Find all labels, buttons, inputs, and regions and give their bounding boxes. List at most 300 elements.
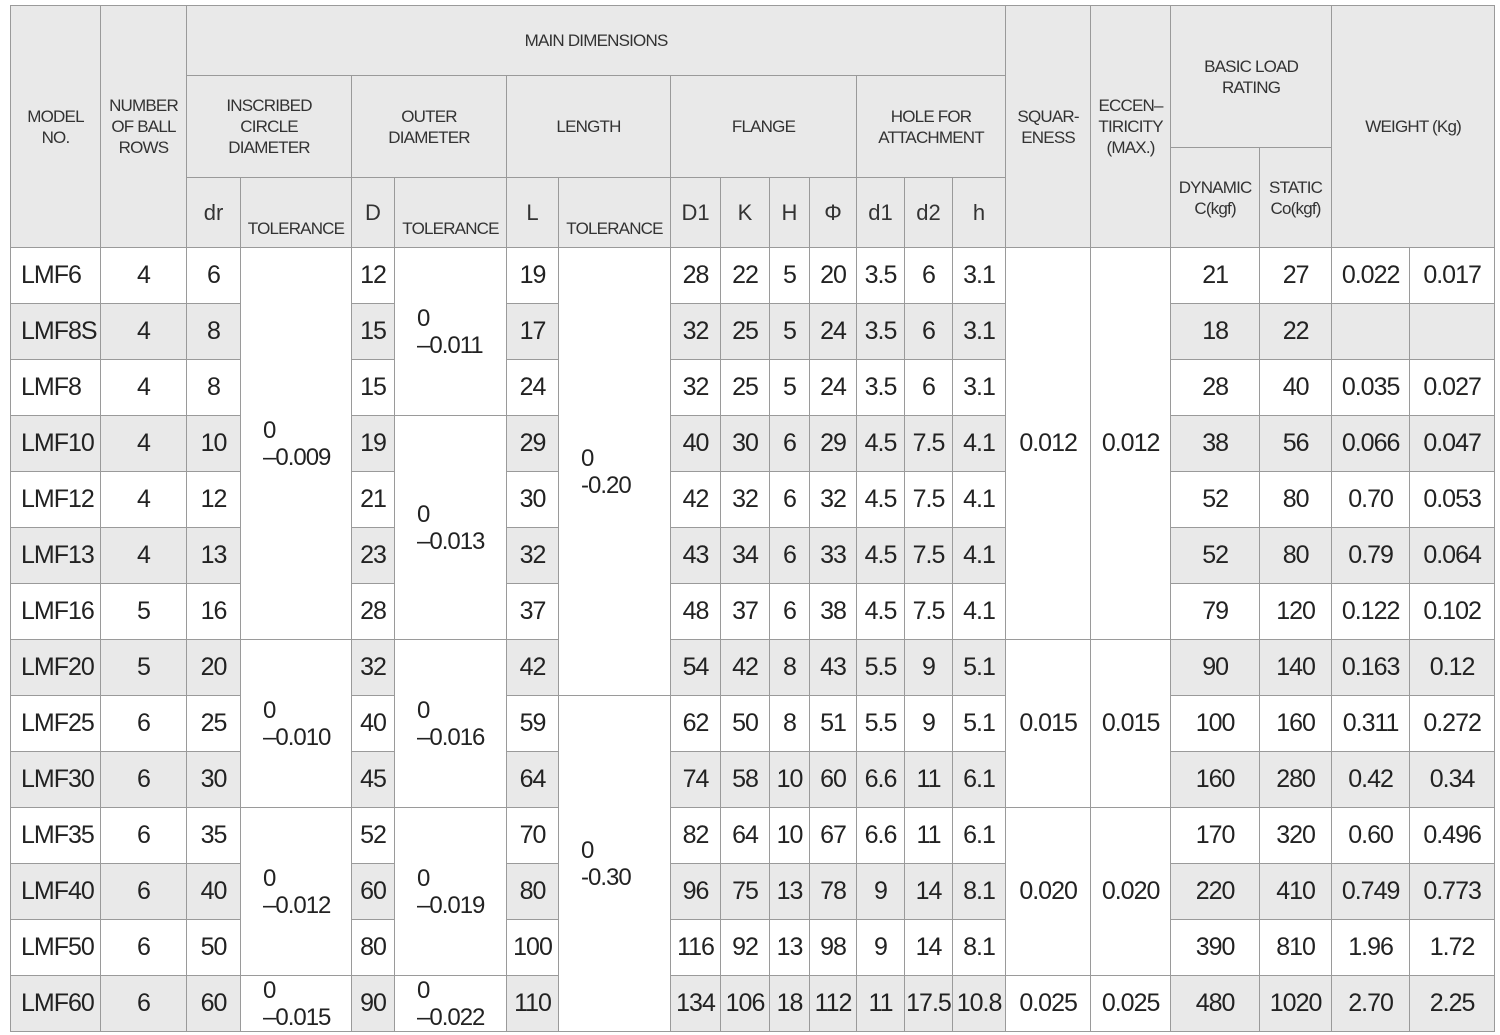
flange-h-cell: 8 [770,696,810,752]
flange-k-cell: 58 [721,752,770,808]
flange-d1-cell: 32 [671,360,721,416]
table-row [11,528,1495,584]
outer-diameter-cell: 60 [352,864,395,920]
flange-phi-cell: 24 [810,304,857,360]
flange-phi-cell: 33 [810,528,857,584]
static-load-cell: 160 [1260,696,1332,752]
dr-tolerance-cell [241,248,352,640]
header-sym-D1: D1 [671,178,721,248]
hole-h-cell: 6.1 [953,808,1006,864]
flange-k-cell: 25 [721,360,770,416]
outer-diameter-cell: 23 [352,528,395,584]
hole-d2-cell: 9 [905,696,953,752]
length-tolerance-cell [559,696,671,1032]
header-hole-for-attachment: HOLE FOR ATTACHMENT [857,76,1006,178]
hole-d2-cell: 14 [905,920,953,976]
header-sym-phi: Φ [810,178,857,248]
hole-d1-cell: 6.6 [857,808,905,864]
dr-tolerance-cell [241,640,352,808]
flange-h-cell: 6 [770,528,810,584]
table-row [11,472,1495,528]
table-row [11,248,1495,304]
header-sym-K: K [721,178,770,248]
header-inscribed-circle-diameter: INSCRIBED CIRCLE DIAMETER [187,76,352,178]
dr-cell: 35 [187,808,241,864]
flange-k-cell: 42 [721,640,770,696]
static-load-cell: 56 [1260,416,1332,472]
header-static: STATIC Co(kgf) [1260,148,1332,248]
dr-cell: 40 [187,864,241,920]
model-cell: LMF8S [11,304,101,360]
hole-d1-cell: 3.5 [857,304,905,360]
length-tolerance-cell-lower: -0.30 [581,863,631,891]
hole-d1-cell: 11 [857,976,905,1032]
ball-rows-cell: 4 [101,360,187,416]
outer-diameter-cell: 90 [352,976,395,1032]
table-row [11,864,1495,920]
ball-rows-cell: 6 [101,696,187,752]
outer-diameter-cell: 45 [352,752,395,808]
static-load-cell: 22 [1260,304,1332,360]
static-load-cell: 1020 [1260,976,1332,1032]
spec-table-body [11,248,1495,1032]
table-row [11,304,1495,360]
header-basic-load-rating: BASIC LOAD RATING [1171,6,1332,148]
header-tolerance-dr: TOLERANCE [241,178,352,248]
dr-cell: 10 [187,416,241,472]
flange-k-cell: 30 [721,416,770,472]
dynamic-load-cell: 100 [1171,696,1260,752]
ball-rows-cell: 6 [101,920,187,976]
flange-d1-cell: 28 [671,248,721,304]
hole-d2-cell: 11 [905,808,953,864]
weight-cell-2: 0.027 [1410,360,1495,416]
header-sym-h: h [953,178,1006,248]
table-row [11,920,1495,976]
flange-d1-cell: 74 [671,752,721,808]
dr-tolerance-cell-lower: –0.015 [263,1003,331,1031]
header-outer-diameter: OUTER DIAMETER [352,76,507,178]
length-tolerance-cell-upper: 0 [581,444,594,472]
length-cell: 30 [507,472,559,528]
table-row [11,808,1495,864]
flange-d1-cell: 43 [671,528,721,584]
outer-diameter-cell: 32 [352,640,395,696]
header-sym-D: D [352,178,395,248]
outer-tolerance-cell-lower: –0.019 [417,891,485,919]
flange-k-cell: 106 [721,976,770,1032]
outer-tolerance-cell [395,808,507,976]
weight-cell-1: 0.122 [1332,584,1410,640]
flange-k-cell: 92 [721,920,770,976]
header-sym-L: L [507,178,559,248]
outer-tolerance-cell-lower: –0.013 [417,527,485,555]
outer-diameter-cell: 28 [352,584,395,640]
table-row [11,752,1495,808]
static-load-cell: 120 [1260,584,1332,640]
weight-cell-1: 0.022 [1332,248,1410,304]
hole-d1-cell: 4.5 [857,584,905,640]
header-main-dimensions: MAIN DIMENSIONS [187,6,1006,76]
dynamic-load-cell: 28 [1171,360,1260,416]
hole-h-cell: 10.8 [953,976,1006,1032]
outer-diameter-cell: 15 [352,304,395,360]
hole-d2-cell: 14 [905,864,953,920]
flange-k-cell: 37 [721,584,770,640]
length-cell: 24 [507,360,559,416]
ball-rows-cell: 6 [101,976,187,1032]
model-cell: LMF10 [11,416,101,472]
hole-d2-cell: 7.5 [905,584,953,640]
weight-cell-2: 0.053 [1410,472,1495,528]
dr-cell: 8 [187,304,241,360]
static-load-cell: 80 [1260,528,1332,584]
dr-cell: 20 [187,640,241,696]
outer-tolerance-cell-upper: 0 [417,696,430,724]
flange-h-cell: 18 [770,976,810,1032]
flange-d1-cell: 42 [671,472,721,528]
dr-tolerance-cell [241,976,352,1032]
weight-cell-1: 0.42 [1332,752,1410,808]
ball-rows-cell: 4 [101,248,187,304]
squareness-cell: 0.020 [1006,808,1091,976]
length-cell: 42 [507,640,559,696]
table-row [11,640,1495,696]
hole-d1-cell: 4.5 [857,528,905,584]
static-load-cell: 280 [1260,752,1332,808]
table-row [11,416,1495,472]
outer-tolerance-cell [395,976,507,1032]
length-cell: 37 [507,584,559,640]
squareness-cell: 0.015 [1006,640,1091,808]
static-load-cell: 27 [1260,248,1332,304]
header-ball-rows: NUMBER OF BALL ROWS [101,6,187,248]
outer-diameter-cell: 15 [352,360,395,416]
outer-tolerance-cell [395,248,507,416]
flange-phi-cell: 112 [810,976,857,1032]
header-sym-d2: d2 [905,178,953,248]
static-load-cell: 410 [1260,864,1332,920]
hole-d1-cell: 3.5 [857,248,905,304]
table-row [11,696,1495,752]
hole-h-cell: 3.1 [953,248,1006,304]
hole-h-cell: 4.1 [953,528,1006,584]
flange-h-cell: 13 [770,920,810,976]
header-flange: FLANGE [671,76,857,178]
dr-cell: 8 [187,360,241,416]
outer-tolerance-cell [395,416,507,640]
flange-k-cell: 32 [721,472,770,528]
header-tolerance-L: TOLERANCE [559,178,671,248]
header-dynamic: DYNAMIC C(kgf) [1171,148,1260,248]
header-length: LENGTH [507,76,671,178]
outer-diameter-cell: 80 [352,920,395,976]
hole-d2-cell: 7.5 [905,528,953,584]
hole-h-cell: 4.1 [953,416,1006,472]
weight-cell-1: 0.311 [1332,696,1410,752]
ball-rows-cell: 4 [101,304,187,360]
flange-phi-cell: 67 [810,808,857,864]
flange-h-cell: 5 [770,304,810,360]
ball-rows-cell: 4 [101,472,187,528]
dr-cell: 60 [187,976,241,1032]
flange-k-cell: 22 [721,248,770,304]
table-row [11,584,1495,640]
hole-h-cell: 4.1 [953,472,1006,528]
outer-tolerance-cell-lower: –0.011 [417,331,483,359]
dynamic-load-cell: 38 [1171,416,1260,472]
flange-k-cell: 64 [721,808,770,864]
dynamic-load-cell: 21 [1171,248,1260,304]
dr-tolerance-cell-upper: 0 [263,864,276,892]
weight-cell-1: 0.035 [1332,360,1410,416]
ball-rows-cell: 6 [101,808,187,864]
dynamic-load-cell: 170 [1171,808,1260,864]
header-sym-H: H [770,178,810,248]
hole-h-cell: 3.1 [953,360,1006,416]
weight-cell-2 [1410,304,1495,360]
weight-cell-1: 0.749 [1332,864,1410,920]
hole-d2-cell: 6 [905,304,953,360]
flange-h-cell: 5 [770,360,810,416]
length-cell: 59 [507,696,559,752]
dr-tolerance-cell-upper: 0 [263,976,276,1004]
outer-diameter-cell: 19 [352,416,395,472]
outer-tolerance-cell [395,640,507,808]
hole-d1-cell: 6.6 [857,752,905,808]
flange-d1-cell: 82 [671,808,721,864]
dr-tolerance-cell-lower: –0.012 [263,891,331,919]
model-cell: LMF60 [11,976,101,1032]
hole-d2-cell: 7.5 [905,472,953,528]
dynamic-load-cell: 52 [1171,472,1260,528]
hole-d2-cell: 6 [905,360,953,416]
flange-k-cell: 25 [721,304,770,360]
dr-cell: 30 [187,752,241,808]
dynamic-load-cell: 480 [1171,976,1260,1032]
flange-h-cell: 10 [770,752,810,808]
outer-diameter-cell: 12 [352,248,395,304]
flange-d1-cell: 40 [671,416,721,472]
weight-cell-2: 0.34 [1410,752,1495,808]
weight-cell-2: 0.102 [1410,584,1495,640]
dynamic-load-cell: 220 [1171,864,1260,920]
weight-cell-2: 0.017 [1410,248,1495,304]
hole-h-cell: 4.1 [953,584,1006,640]
dynamic-load-cell: 90 [1171,640,1260,696]
static-load-cell: 320 [1260,808,1332,864]
table-row [11,360,1495,416]
dynamic-load-cell: 160 [1171,752,1260,808]
flange-phi-cell: 60 [810,752,857,808]
length-tolerance-cell-lower: -0.20 [581,471,631,499]
ball-rows-cell: 4 [101,528,187,584]
model-cell: LMF8 [11,360,101,416]
weight-cell-2: 2.25 [1410,976,1495,1032]
flange-d1-cell: 96 [671,864,721,920]
weight-cell-2: 0.047 [1410,416,1495,472]
dr-tolerance-cell [241,808,352,976]
hole-d1-cell: 4.5 [857,416,905,472]
hole-d1-cell: 9 [857,920,905,976]
header-sym-dr: dr [187,178,241,248]
outer-tolerance-cell-upper: 0 [417,864,430,892]
dr-cell: 50 [187,920,241,976]
flange-d1-cell: 134 [671,976,721,1032]
linear-bushing-spec-table [10,5,1495,1032]
length-cell: 19 [507,248,559,304]
hole-d1-cell: 3.5 [857,360,905,416]
length-cell: 80 [507,864,559,920]
ball-rows-cell: 6 [101,752,187,808]
model-cell: LMF25 [11,696,101,752]
hole-h-cell: 3.1 [953,304,1006,360]
model-cell: LMF20 [11,640,101,696]
weight-cell-1: 0.60 [1332,808,1410,864]
flange-h-cell: 13 [770,864,810,920]
ball-rows-cell: 5 [101,640,187,696]
hole-d2-cell: 9 [905,640,953,696]
outer-diameter-cell: 21 [352,472,395,528]
hole-h-cell: 8.1 [953,920,1006,976]
dr-cell: 25 [187,696,241,752]
header-weight: WEIGHT (Kg) [1332,6,1495,248]
hole-h-cell: 8.1 [953,864,1006,920]
hole-d1-cell: 4.5 [857,472,905,528]
length-tolerance-cell [559,248,671,696]
model-cell: LMF16 [11,584,101,640]
flange-h-cell: 8 [770,640,810,696]
model-cell: LMF40 [11,864,101,920]
length-cell: 32 [507,528,559,584]
flange-h-cell: 10 [770,808,810,864]
dr-cell: 16 [187,584,241,640]
outer-tolerance-cell-upper: 0 [417,500,430,528]
weight-cell-2: 0.064 [1410,528,1495,584]
flange-k-cell: 34 [721,528,770,584]
model-cell: LMF35 [11,808,101,864]
hole-d1-cell: 9 [857,864,905,920]
flange-phi-cell: 43 [810,640,857,696]
weight-cell-1: 1.96 [1332,920,1410,976]
model-cell: LMF12 [11,472,101,528]
static-load-cell: 40 [1260,360,1332,416]
flange-phi-cell: 98 [810,920,857,976]
weight-cell-1 [1332,304,1410,360]
hole-d1-cell: 5.5 [857,696,905,752]
hole-h-cell: 6.1 [953,752,1006,808]
flange-h-cell: 6 [770,472,810,528]
weight-cell-1: 2.70 [1332,976,1410,1032]
flange-phi-cell: 78 [810,864,857,920]
flange-d1-cell: 54 [671,640,721,696]
dr-cell: 13 [187,528,241,584]
hole-d2-cell: 17.5 [905,976,953,1032]
weight-cell-1: 0.79 [1332,528,1410,584]
weight-cell-2: 1.72 [1410,920,1495,976]
ball-rows-cell: 6 [101,864,187,920]
hole-d2-cell: 11 [905,752,953,808]
ball-rows-cell: 5 [101,584,187,640]
flange-d1-cell: 116 [671,920,721,976]
length-cell: 29 [507,416,559,472]
length-tolerance-cell-upper: 0 [581,836,594,864]
weight-cell-2: 0.496 [1410,808,1495,864]
dr-cell: 12 [187,472,241,528]
flange-h-cell: 6 [770,584,810,640]
eccentricity-cell: 0.015 [1091,640,1171,808]
length-cell: 17 [507,304,559,360]
dynamic-load-cell: 18 [1171,304,1260,360]
hole-d2-cell: 7.5 [905,416,953,472]
squareness-cell: 0.025 [1006,976,1091,1032]
flange-h-cell: 6 [770,416,810,472]
dynamic-load-cell: 52 [1171,528,1260,584]
length-cell: 110 [507,976,559,1032]
flange-phi-cell: 29 [810,416,857,472]
dynamic-load-cell: 79 [1171,584,1260,640]
eccentricity-cell: 0.025 [1091,976,1171,1032]
spec-table-container [10,5,1494,1032]
dr-tolerance-cell-upper: 0 [263,416,276,444]
ball-rows-cell: 4 [101,416,187,472]
weight-cell-2: 0.272 [1410,696,1495,752]
header-squareness: SQUAR- ENESS [1006,6,1091,248]
flange-k-cell: 50 [721,696,770,752]
hole-h-cell: 5.1 [953,640,1006,696]
flange-d1-cell: 32 [671,304,721,360]
flange-h-cell: 5 [770,248,810,304]
flange-phi-cell: 32 [810,472,857,528]
flange-phi-cell: 51 [810,696,857,752]
flange-phi-cell: 38 [810,584,857,640]
header-model: MODEL NO. [11,6,101,248]
length-cell: 70 [507,808,559,864]
static-load-cell: 140 [1260,640,1332,696]
flange-phi-cell: 20 [810,248,857,304]
squareness-cell: 0.012 [1006,248,1091,640]
outer-tolerance-cell-upper: 0 [417,976,430,1004]
length-cell: 100 [507,920,559,976]
static-load-cell: 810 [1260,920,1332,976]
hole-d1-cell: 5.5 [857,640,905,696]
model-cell: LMF30 [11,752,101,808]
hole-h-cell: 5.1 [953,696,1006,752]
model-cell: LMF13 [11,528,101,584]
dr-cell: 6 [187,248,241,304]
dr-tolerance-cell-upper: 0 [263,696,276,724]
flange-k-cell: 75 [721,864,770,920]
model-cell: LMF50 [11,920,101,976]
weight-cell-1: 0.70 [1332,472,1410,528]
outer-diameter-cell: 52 [352,808,395,864]
flange-phi-cell: 24 [810,360,857,416]
weight-cell-2: 0.12 [1410,640,1495,696]
length-cell: 64 [507,752,559,808]
static-load-cell: 80 [1260,472,1332,528]
flange-d1-cell: 48 [671,584,721,640]
flange-d1-cell: 62 [671,696,721,752]
model-cell: LMF6 [11,248,101,304]
outer-tolerance-cell-lower: –0.016 [417,723,485,751]
weight-cell-1: 0.066 [1332,416,1410,472]
dr-tolerance-cell-lower: –0.009 [263,443,331,471]
table-row [11,976,1495,1032]
outer-diameter-cell: 40 [352,696,395,752]
hole-d2-cell: 6 [905,248,953,304]
header-eccentricity: ECCEN– TIRICITY (MAX.) [1091,6,1171,248]
eccentricity-cell: 0.020 [1091,808,1171,976]
